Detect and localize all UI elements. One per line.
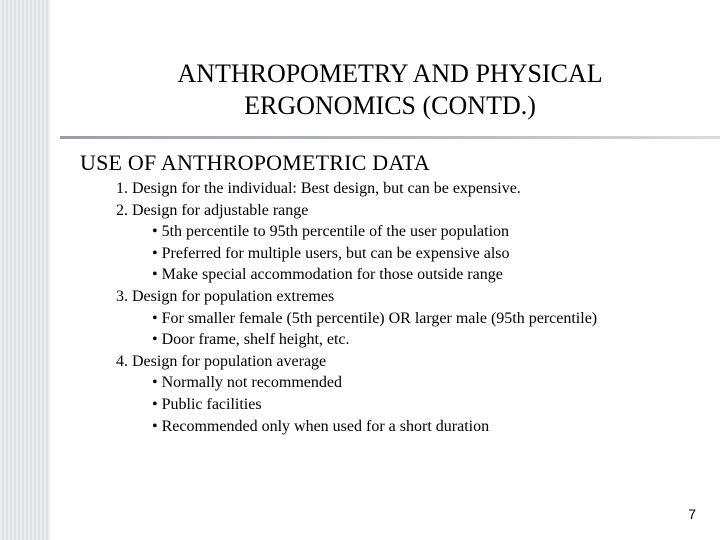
sub-item: • 5th percentile to 95th percentile of the user population bbox=[152, 223, 510, 241]
title-line-1: ANTHROPOMETRY AND PHYSICAL bbox=[177, 59, 603, 88]
slide-title bbox=[80, 58, 700, 122]
list-item-4: 4. Design for population average bbox=[116, 352, 327, 370]
title-divider bbox=[60, 136, 720, 139]
list-item-1: 1. Design for the individual: Best design, but can be expensive. bbox=[116, 180, 521, 197]
sub-item: • Recommended only when used for a short duration bbox=[152, 417, 490, 435]
sub-item: • Preferred for multiple users, but can be expensive also bbox=[152, 244, 510, 262]
sub-item: • For smaller female (5th percentile) OR larger male (95th percentile) bbox=[152, 309, 598, 327]
sub-item: • Public facilities bbox=[152, 395, 262, 413]
list-item-3: 3. Design for population extremes bbox=[116, 287, 335, 305]
sub-item: • Door frame, shelf height, etc. bbox=[152, 331, 350, 349]
title-line-2: ERGONOMICS (CONTD.) bbox=[244, 91, 536, 120]
content-list bbox=[116, 178, 597, 437]
slide-number: 7 bbox=[688, 506, 696, 522]
sub-item: • Make special accommodation for those outside range bbox=[152, 266, 503, 284]
decorative-left-band bbox=[0, 0, 50, 540]
sub-item: • Normally not recommended bbox=[152, 374, 342, 392]
list-item-2: 2. Design for adjustable range bbox=[116, 201, 309, 219]
section-heading: USE OF ANTHROPOMETRIC DATA bbox=[80, 150, 430, 175]
